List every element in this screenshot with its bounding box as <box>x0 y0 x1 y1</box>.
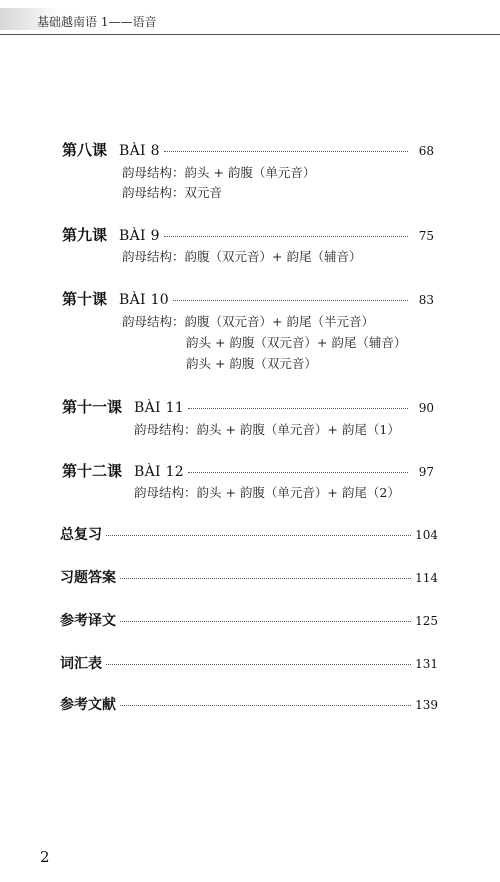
page-ref: 104 <box>415 528 438 542</box>
section-title: 习题答案 <box>60 570 116 586</box>
toc-subentry: 韵头 + 韵腹（双元音）+ 韵尾（辅音） <box>186 335 407 350</box>
lesson-title: BÀI 12 <box>134 464 185 480</box>
toc-entry-lesson-8[interactable] <box>62 139 434 159</box>
toc-entry-answers[interactable] <box>60 567 438 587</box>
toc-entry-glossary[interactable] <box>60 653 438 673</box>
section-title: 词汇表 <box>60 656 102 672</box>
page-ref: 97 <box>418 465 434 479</box>
dot-leader <box>188 472 408 473</box>
dot-leader <box>120 578 411 579</box>
page-ref: 90 <box>418 401 434 415</box>
dot-leader <box>106 535 411 536</box>
dot-leader <box>188 408 408 409</box>
toc-subentry: 韵母结构：韵头 + 韵腹（单元音） <box>122 165 316 180</box>
chapter-label: 第九课 <box>62 226 108 244</box>
page-ref: 83 <box>418 293 434 307</box>
toc-entry-lesson-12[interactable] <box>62 460 434 480</box>
toc-subentry: 韵母结构：双元音 <box>122 185 223 200</box>
page-ref: 75 <box>418 229 434 243</box>
page-ref: 114 <box>415 571 438 585</box>
section-title: 参考译文 <box>60 613 116 629</box>
toc-entry-references[interactable] <box>60 694 438 714</box>
toc-entry-lesson-9[interactable] <box>62 224 434 244</box>
section-title: 总复习 <box>60 527 102 543</box>
page-number: 2 <box>40 848 50 866</box>
toc-subentry: 韵母结构：韵头 + 韵腹（单元音）+ 韵尾（2） <box>134 485 400 500</box>
page-ref: 68 <box>418 144 434 158</box>
chapter-label: 第十二课 <box>62 462 123 480</box>
toc-entry-lesson-11[interactable] <box>62 396 434 416</box>
dot-leader <box>164 151 408 152</box>
chapter-label: 第八课 <box>62 141 108 159</box>
dot-leader <box>106 664 411 665</box>
lesson-title: BÀI 10 <box>119 292 170 308</box>
toc-subentry: 韵头 + 韵腹（双元音） <box>186 356 317 371</box>
toc-subentry: 韵母结构：韵腹（双元音）+ 韵尾（半元音） <box>122 314 374 329</box>
dot-leader <box>164 236 408 237</box>
page-ref: 139 <box>415 698 438 712</box>
toc-entry-review[interactable] <box>60 524 438 544</box>
section-title: 参考文献 <box>60 697 116 713</box>
toc-subentry: 韵母结构：韵腹（双元音）+ 韵尾（辅音） <box>122 249 362 264</box>
dot-leader <box>173 300 408 301</box>
toc-subentry: 韵母结构：韵头 + 韵腹（单元音）+ 韵尾（1） <box>134 422 400 437</box>
page-ref: 125 <box>415 614 438 628</box>
dot-leader <box>120 621 411 622</box>
chapter-label: 第十一课 <box>62 398 123 416</box>
header-title: 基础越南语 1——语音 <box>37 15 157 29</box>
lesson-title: BÀI 9 <box>119 228 160 244</box>
toc-entry-translations[interactable] <box>60 610 438 630</box>
dot-leader <box>120 705 411 706</box>
lesson-title: BÀI 11 <box>134 400 185 416</box>
toc-entry-lesson-10[interactable] <box>62 288 434 308</box>
chapter-label: 第十课 <box>62 290 108 308</box>
page-ref: 131 <box>415 657 438 671</box>
lesson-title: BÀI 8 <box>119 143 160 159</box>
